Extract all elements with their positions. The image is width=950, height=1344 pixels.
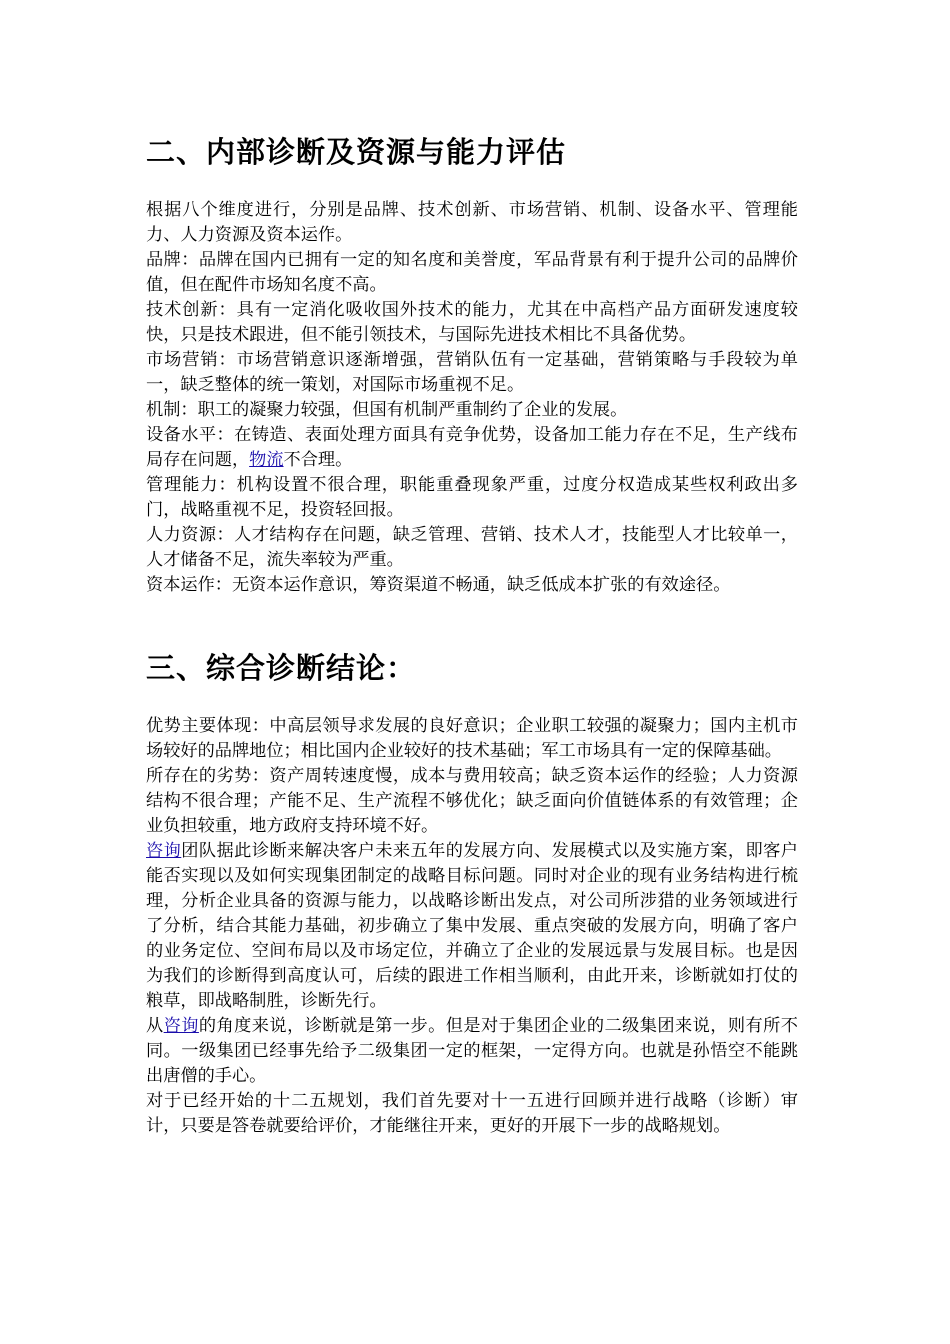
paragraph-equipment-text-after: 不合理。 <box>283 450 353 470</box>
paragraph-tech-innovation: 技术创新：具有一定消化吸收国外技术的能力，尤其在中高档产品方面研发速度较快，只是技术跟进，但不能引领技术，与国际先进技术相比不具备优势。 <box>146 300 798 345</box>
section-3-body <box>146 714 798 1139</box>
paragraph-perspective-text-after: 的角度来说，诊断就是第一步。但是对于集团企业的二级集团来说，则有所不同。一级集团已经事先给予二级集团一定的框架，一定得方向。也就是孙悟空不能跳出唐僧的手心。 <box>146 1016 798 1086</box>
consulting-link-2[interactable]: 咨询 <box>163 1016 199 1036</box>
paragraph-consulting-team <box>146 839 798 1014</box>
paragraph-perspective-text-before: 从 <box>146 1016 164 1036</box>
paragraph-mechanism: 机制：职工的凝聚力较强，但国有机制严重制约了企业的发展。 <box>146 400 628 420</box>
paragraph-marketing: 市场营销：市场营销意识逐渐增强，营销队伍有一定基础，营销策略与手段较为单一，缺乏整体的统一策划，对国际市场重视不足。 <box>146 350 798 395</box>
section-2-heading: 二、内部诊断及资源与能力评估 <box>146 135 567 169</box>
paragraph-management: 管理能力：机构设置不很合理，职能重叠现象严重，过度分权造成某些权利政出多门，战略重视不足，投资轻回报。 <box>146 475 798 520</box>
paragraph-capital: 资本运作：无资本运作意识，筹资渠道不畅通，缺乏低成本扩张的有效途径。 <box>146 575 731 595</box>
paragraph-strengths: 优势主要体现：中高层领导求发展的良好意识；企业职工较强的凝聚力；国内主机市场较好的品牌地位；相比国内企业较好的技术基础；军工市场具有一定的保障基础。 <box>146 716 798 761</box>
paragraph-equipment-text-before: 设备水平：在铸造、表面处理方面具有竞争优势，设备加工能力存在不足，生产线布局存在问题， <box>146 425 798 470</box>
paragraph-weaknesses: 所存在的劣势：资产周转速度慢，成本与费用较高；缺乏资本运作的经验；人力资源结构不很合理；产能不足、生产流程不够优化；缺乏面向价值链体系的有效管理；企业负担较重，地方政府支持环境不好。 <box>146 766 798 836</box>
paragraph-consulting-text-after: 团队据此诊断来解决客户未来五年的发展方向、发展模式以及实施方案，即客户能否实现以及如何实现集团制定的战略目标问题。同时对企业的现有业务结构进行梳理，分析企业具备的资源与能力，以战略诊断出发点，对公司所涉猎的业务领域进行了分析，结合其能力基础，初步确立了集中发展、重点突破的发展方向，明确了客户的业务定位、空间布局以及市场定位，并确立了企业的发展远景与发展目标。也是因为我们的诊断得到高度认可，后续的跟进工作相当顺利，由此开来，诊断就如打仗的粮草，即战略制胜，诊断先行。 <box>146 841 798 1011</box>
paragraph-overview: 根据八个维度进行，分别是品牌、技术创新、市场营销、机制、设备水平、管理能力、人力资源及资本运作。 <box>146 200 798 245</box>
logistics-link[interactable]: 物流 <box>249 450 284 470</box>
section-3-heading: 三、综合诊断结论： <box>146 651 417 685</box>
paragraph-consulting-perspective <box>146 1014 798 1089</box>
consulting-link[interactable]: 咨询 <box>146 841 182 861</box>
section-2-body <box>146 198 798 598</box>
paragraph-equipment <box>146 423 798 473</box>
paragraph-twelfth-five-year: 对于已经开始的十二五规划，我们首先要对十一五进行回顾并进行战略（诊断）审计，只要是答卷就要给评价，才能继往开来，更好的开展下一步的战略规划。 <box>146 1091 798 1136</box>
paragraph-brand: 品牌：品牌在国内已拥有一定的知名度和美誉度，军品背景有利于提升公司的品牌价值，但在配件市场知名度不高。 <box>146 250 798 295</box>
paragraph-human-resources: 人力资源：人才结构存在问题，缺乏管理、营销、技术人才，技能型人才比较单一，人才储备不足，流失率较为严重。 <box>146 525 798 570</box>
